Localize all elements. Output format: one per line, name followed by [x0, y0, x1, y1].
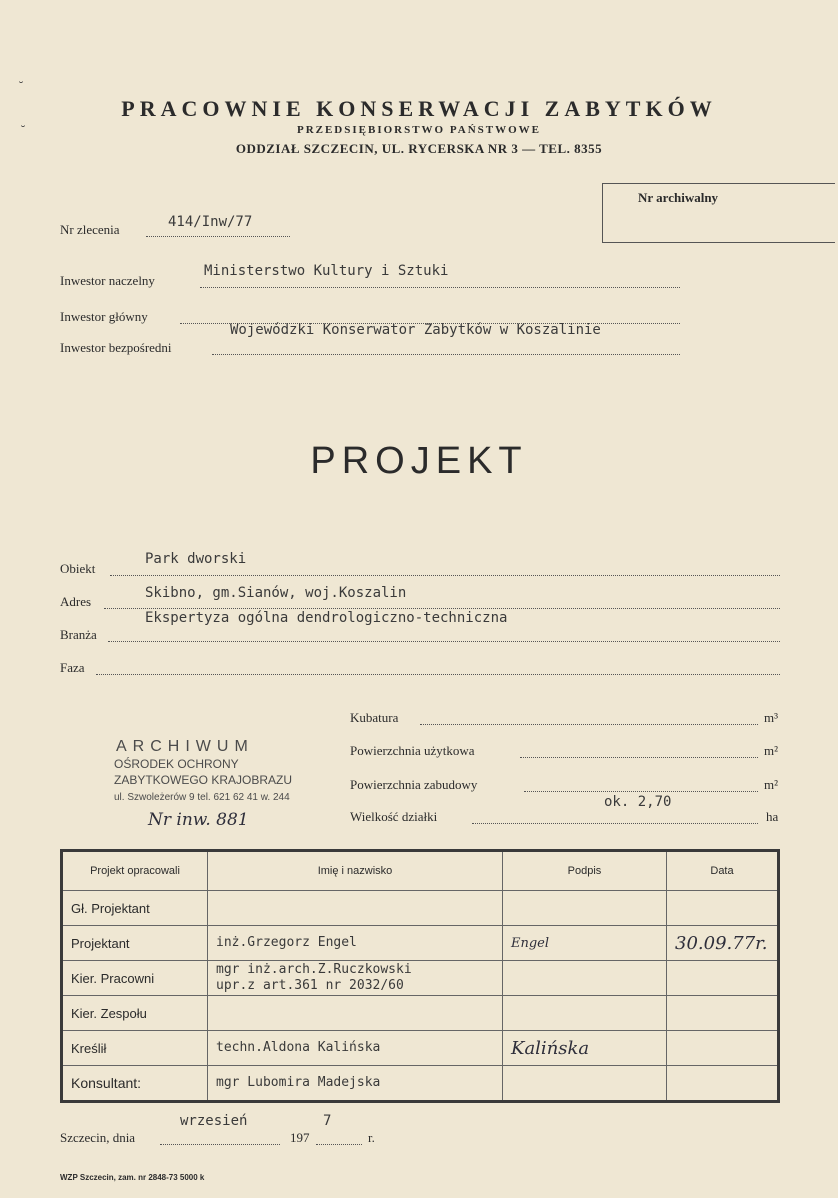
year-suffix: r.	[368, 1130, 375, 1145]
signature-cell	[503, 891, 667, 926]
signature-cell	[503, 996, 667, 1031]
branch-label: Branża	[60, 627, 97, 642]
usable-area-label: Powierzchnia użytkowa	[350, 743, 475, 758]
branch-line	[108, 641, 780, 642]
address-label: Adres	[60, 594, 92, 609]
print-footer: WZP Szczecin, zam. nr 2848-73 5000 k	[60, 1173, 205, 1182]
name-line: upr.z art.361 nr 2032/60	[216, 978, 404, 993]
branch-value: Ekspertyza ogólna dendrologiczno-techniczna	[145, 610, 508, 626]
table-header-cell: Imię i nazwisko	[208, 851, 503, 891]
authors-table	[60, 849, 780, 1103]
date-month: wrzesień	[180, 1113, 248, 1129]
order-value: 414/Inw/77	[168, 214, 253, 230]
archive-stamp-title: ARCHIWUM	[116, 738, 254, 755]
name-cell: mgr Lubomira Madejska	[208, 1066, 503, 1102]
chief-investor-line	[200, 287, 680, 288]
object-value: Park dworski	[145, 551, 247, 567]
table-row	[62, 891, 779, 926]
plot-size-unit: ha	[766, 809, 779, 824]
main-investor-label: Inwestor główny	[60, 309, 148, 324]
phase-label: Faza	[60, 660, 85, 675]
chief-investor-value: Ministerstwo Kultury i Sztuki	[204, 263, 449, 279]
direct-investor-label: Inwestor bezpośredni	[60, 340, 172, 355]
date-cell	[667, 891, 779, 926]
table-row	[62, 1031, 779, 1066]
archive-number-box	[602, 183, 835, 243]
year-line	[316, 1144, 362, 1145]
date-cell	[667, 1031, 779, 1066]
margin-mark: ˘	[18, 80, 24, 94]
table-header-cell: Projekt opracowali	[62, 851, 208, 891]
role-cell: Projektant	[62, 926, 208, 961]
margin-mark: ˘	[20, 124, 26, 138]
archive-stamp-address: ul. Szwoleżerów 9 tel. 621 62 41 w. 244	[114, 792, 290, 803]
built-area-unit: m²	[764, 777, 779, 792]
signature-cell: Kalińska	[503, 1031, 667, 1066]
kubatura-unit: m³	[764, 710, 779, 725]
signature-cell: Engel	[503, 926, 667, 961]
role-cell: Gł. Projektant	[62, 891, 208, 926]
order-line	[146, 236, 290, 237]
name-cell	[208, 996, 503, 1031]
date-line	[160, 1144, 280, 1145]
built-area-line	[524, 791, 758, 792]
plot-size-value: ok. 2,70	[604, 794, 672, 810]
archive-stamp-line: ZABYTKOWEGO KRAJOBRAZU	[114, 773, 293, 787]
role-cell: Konsultant:	[62, 1066, 208, 1102]
plot-size-label: Wielkość działki	[350, 809, 438, 824]
usable-area-line	[520, 757, 758, 758]
role-cell: Kier. Pracowni	[62, 961, 208, 996]
signature-cell	[503, 1066, 667, 1102]
plot-size-line	[472, 823, 758, 824]
object-label: Obiekt	[60, 561, 96, 576]
signature-cell	[503, 961, 667, 996]
name-cell	[208, 961, 503, 996]
date-cell: 30.09.77r.	[667, 926, 779, 961]
inventory-number: Nr inw. 881	[148, 810, 249, 830]
role-cell: Kier. Zespołu	[62, 996, 208, 1031]
name-cell: techn.Aldona Kalińska	[208, 1031, 503, 1066]
year-prefix: 197	[290, 1130, 310, 1145]
date-year-digit: 7	[323, 1113, 332, 1129]
chief-investor-label: Inwestor naczelny	[60, 273, 155, 288]
built-area-label: Powierzchnia zabudowy	[350, 777, 478, 792]
name-cell: inż.Grzegorz Engel	[208, 926, 503, 961]
usable-area-unit: m²	[764, 743, 779, 758]
table-header-row	[62, 851, 779, 891]
archive-number-label: Nr archiwalny	[638, 190, 719, 205]
kubatura-line	[420, 724, 758, 725]
date-cell	[667, 996, 779, 1031]
table-header-cell: Data	[667, 851, 779, 891]
document-title: PROJEKT	[310, 440, 528, 482]
date-cell	[667, 961, 779, 996]
table-row	[62, 1066, 779, 1102]
org-subtitle: PRZEDSIĘBIORSTWO PAŃSTWOWE	[296, 124, 542, 136]
name-line: mgr inż.arch.Z.Ruczkowski	[216, 962, 412, 977]
table-row	[62, 926, 779, 961]
name-cell	[208, 891, 503, 926]
archive-stamp-line: OŚRODEK OCHRONY	[114, 757, 239, 771]
order-label: Nr zlecenia	[60, 222, 120, 237]
address-value: Skibno, gm.Sianów, woj.Koszalin	[145, 585, 407, 601]
table-header-cell: Podpis	[503, 851, 667, 891]
object-line	[110, 575, 780, 576]
role-cell: Kreślił	[62, 1031, 208, 1066]
org-address: ODDZIAŁ SZCZECIN, UL. RYCERSKA NR 3 — TEL. 8355	[235, 141, 603, 156]
date-cell	[667, 1066, 779, 1102]
direct-investor-line	[212, 354, 680, 355]
place-date-label: Szczecin, dnia	[60, 1130, 136, 1145]
direct-investor-value: Wojewódzki Konserwator Zabytków w Koszalinie	[230, 322, 601, 338]
org-title: PRACOWNIE KONSERWACJI ZABYTKÓW	[121, 96, 717, 121]
phase-line	[96, 674, 780, 675]
kubatura-label: Kubatura	[350, 710, 399, 725]
address-line	[104, 608, 780, 609]
table-row	[62, 996, 779, 1031]
table-row	[62, 961, 779, 996]
